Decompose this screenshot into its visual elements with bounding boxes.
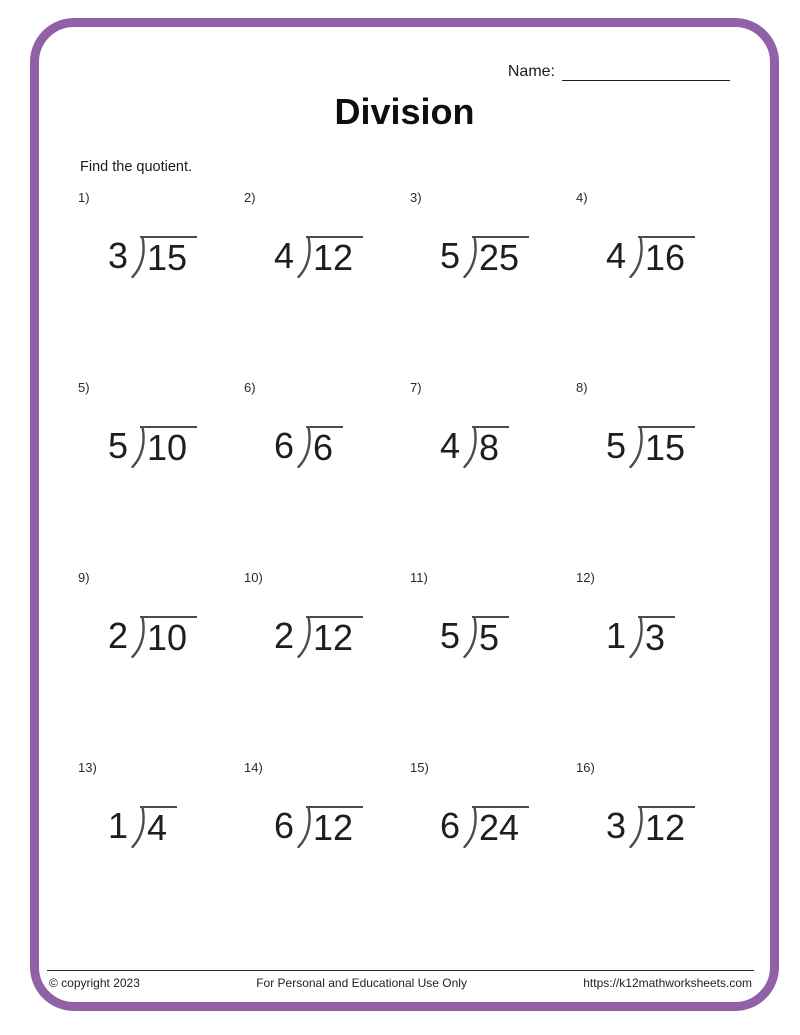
divisor: 5 [606,425,627,466]
divisor: 1 [606,615,627,656]
problem-cell [244,760,410,950]
problem-cell [244,380,410,570]
divisor: 5 [440,615,461,656]
divisor: 6 [440,805,461,846]
dividend: 12 [306,236,363,278]
footer-row [47,976,754,990]
problem-cell [576,380,742,570]
footer-url: https://k12mathworksheets.com [583,976,752,990]
dividend: 24 [472,806,529,848]
division-expression [108,806,177,848]
division-expression [440,806,529,848]
dividend: 10 [140,616,197,658]
division-expression [606,426,695,468]
problem-number: 16) [576,760,595,775]
problem-number: 6) [244,380,256,395]
division-expression [440,236,529,278]
problem-number: 15) [410,760,429,775]
problem-cell [576,190,742,380]
division-expression [440,426,509,468]
division-expression [606,236,695,278]
problem-number: 14) [244,760,263,775]
dividend: 16 [638,236,695,278]
dividend: 15 [638,426,695,468]
copyright-text: © copyright 2023 [49,976,140,990]
problem-number: 4) [576,190,588,205]
problem-cell [410,760,576,950]
division-expression [606,616,675,658]
divisor: 1 [108,805,129,846]
dividend: 25 [472,236,529,278]
dividend: 4 [140,806,177,848]
division-expression [108,616,197,658]
division-expression [274,616,363,658]
problem-number: 10) [244,570,263,585]
dividend: 12 [638,806,695,848]
problem-number: 2) [244,190,256,205]
footer [47,970,754,990]
name-blank-line [562,61,730,81]
problem-cell [78,760,244,950]
dividend: 5 [472,616,509,658]
problem-cell [244,570,410,760]
dividend: 8 [472,426,509,468]
division-expression [274,426,343,468]
divisor: 2 [274,615,295,656]
problem-cell [576,760,742,950]
divisor: 4 [440,425,461,466]
divisor: 5 [440,235,461,276]
divisor: 3 [606,805,627,846]
problem-number: 11) [410,570,428,585]
problem-cell [78,190,244,380]
division-expression [108,426,197,468]
problem-number: 5) [78,380,90,395]
divisor: 5 [108,425,129,466]
division-expression [606,806,695,848]
instruction-text: Find the quotient. [80,159,193,175]
usage-text: For Personal and Educational Use Only [256,976,467,990]
worksheet-title: Division [334,91,475,132]
divisor: 4 [274,235,295,276]
problem-number: 9) [78,570,90,585]
dividend: 12 [306,616,363,658]
problem-cell [78,570,244,760]
divisor: 2 [108,615,129,656]
problem-cell [410,380,576,570]
problems-grid [78,190,742,950]
problem-number: 8) [576,380,588,395]
divisor: 6 [274,805,295,846]
problem-cell [244,190,410,380]
dividend: 15 [140,236,197,278]
problem-number: 1) [78,190,90,205]
divisor: 3 [108,235,129,276]
division-expression [440,616,509,658]
name-label: Name: [507,63,555,80]
division-expression [274,236,363,278]
problem-number: 3) [410,190,422,205]
problem-cell [410,570,576,760]
dividend: 3 [638,616,675,658]
dividend: 12 [306,806,363,848]
dividend: 6 [306,426,343,468]
purple-border-frame [30,18,779,1011]
problem-number: 12) [576,570,595,585]
name-row [508,61,730,81]
problem-cell [410,190,576,380]
division-expression [274,806,363,848]
divisor: 4 [606,235,627,276]
problem-number: 7) [410,380,422,395]
division-expression [108,236,197,278]
footer-divider [47,970,754,971]
problem-cell [78,380,244,570]
dividend: 10 [140,426,197,468]
divisor: 6 [274,425,295,466]
problem-number: 13) [78,760,97,775]
problem-cell [576,570,742,760]
